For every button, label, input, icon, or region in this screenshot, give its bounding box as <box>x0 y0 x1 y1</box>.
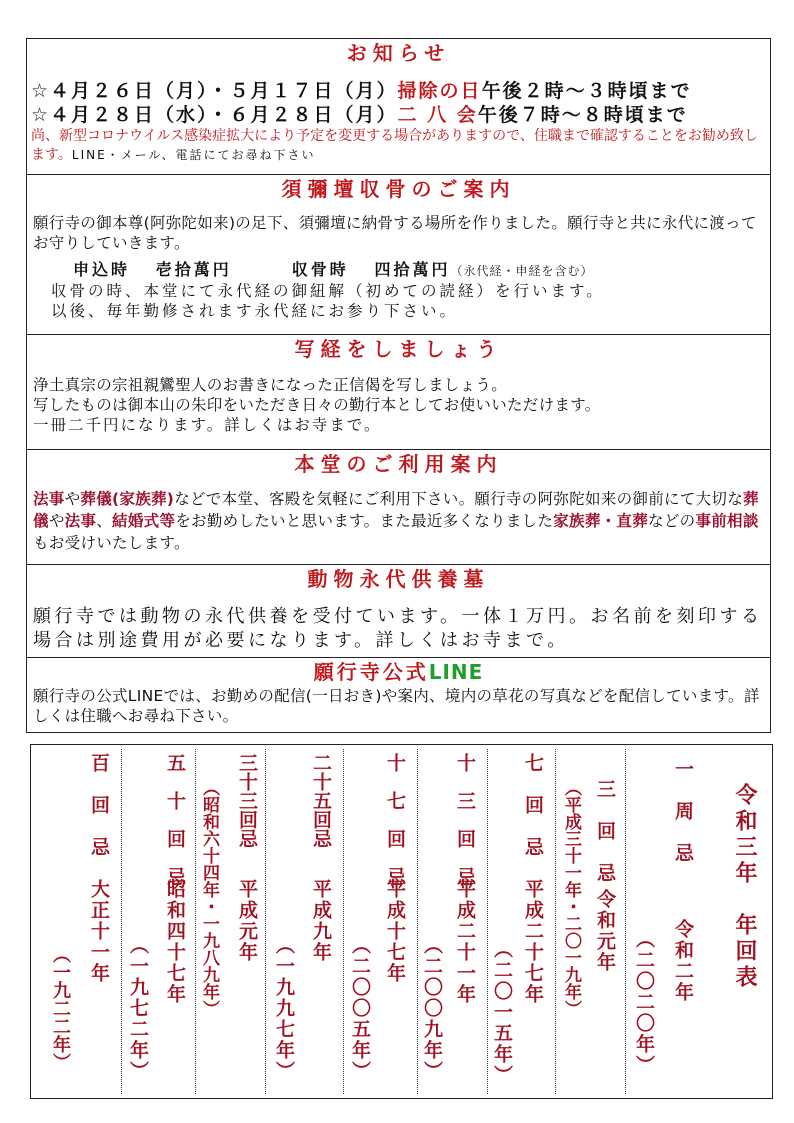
anniversary-name: 十 七 回 忌 <box>384 753 406 886</box>
notice-event-1: 掃除の日 <box>397 80 482 102</box>
anniversary-name: 一 周 忌 <box>672 759 694 864</box>
anniversary-column <box>195 749 266 1094</box>
anniversary-year: （昭和六十四年・一九八九年） <box>199 779 219 1017</box>
anniversary-year: （二〇〇五年） <box>349 935 371 1082</box>
anniversary-year: （平成三十一年・二〇一九年） <box>561 779 581 1017</box>
shakyo-line-2: 写したものは御本山の朱印をいただき日々の勤行本としてお使いいただけます。 <box>33 396 601 414</box>
notice-line-1: ☆４月２６日（月）・５月１７日（月）掃除の日午後２時～３時頃まで <box>31 80 692 102</box>
hondo-section <box>27 450 770 565</box>
shakyo-section <box>27 335 770 450</box>
shumidan-line-3: 以後、毎年勤修されます永代経にお参り下さい。 <box>51 302 459 320</box>
notice-event-2: 二 八 会 <box>397 104 478 126</box>
notice-title: お知らせ <box>346 41 451 65</box>
anniversary-name: 三 回 忌 <box>594 779 616 884</box>
shumidan-line-2: 収骨の時、本堂にて永代経の御紐解（初めての読経）を行います。 <box>51 282 605 300</box>
anniversary-column <box>487 749 556 1094</box>
hondo-text: 法事や葬儀(家族葬)などで本堂、客殿を気軽にご利用下さい。願行寺の阿弥陀如来の御前にて大切な葬儀や法事、結婚式等をお勤めしたいと思います。また最近多くなりました家族葬・直葬などの事前相談もお受けいたします。 <box>33 490 759 552</box>
anniversary-era: 平成二十七年 <box>522 879 544 1005</box>
anniversary-title: 令和三年 年回表 <box>732 783 757 991</box>
info-box <box>26 38 771 733</box>
line-logo-text: LINE <box>428 660 484 684</box>
pet-section <box>27 565 770 658</box>
anniversary-name: 三十三回忌 <box>236 753 258 848</box>
pet-text: 願行寺では動物の永代供養を受付ています。一体１万円。お名前を刻印する場合は別途費用が必要になります。詳しくはお寺まで。 <box>33 606 763 651</box>
anniversary-column <box>417 749 488 1094</box>
line-title: 願行寺公式LINE <box>313 660 484 684</box>
anniversary-year: （一九七二年） <box>127 935 149 1082</box>
anniversary-name: 十 三 回 忌 <box>454 753 476 886</box>
anniversary-era: 平成十七年 <box>384 879 406 984</box>
anniversary-era: 平成元年 <box>236 879 258 963</box>
shumidan-section <box>27 175 770 335</box>
shakyo-line-1: 浄土真宗の宗祖親鸞聖人のお書きになった正信偈を写しましょう。 <box>33 376 508 394</box>
shakyo-title: 写経をしましょう <box>294 337 503 361</box>
notice-note: 尚、新型コロナウイルス感染症拡大により予定を変更する場合がありますので、住職まで確認することをお勧め致します。LINE・メール、電話にてお尋ね下さい <box>31 128 758 163</box>
anniversary-name: 二十五回忌 <box>310 753 332 848</box>
anniversary-era: 大正十一年 <box>88 879 110 984</box>
anniversary-year: （一九二二年） <box>50 945 71 1071</box>
line-section <box>27 658 770 734</box>
anniversary-table <box>30 744 773 1099</box>
anniversary-column <box>555 749 626 1094</box>
anniversary-column <box>121 749 196 1094</box>
anniversary-year: （一九九七年） <box>273 935 295 1082</box>
hondo-title: 本堂のご利用案内 <box>294 452 503 476</box>
anniversary-era: 平成二十一年 <box>454 879 476 1005</box>
anniversary-year: （二〇二〇年） <box>633 929 655 1076</box>
anniversary-name: 七 回 忌 <box>522 753 544 858</box>
anniversary-era: 昭和四十七年 <box>164 879 186 1005</box>
shakyo-line-3: 一冊二千円になります。詳しくはお寺まで。 <box>33 416 382 434</box>
notice-section <box>27 39 770 175</box>
notice-line-2: ☆４月２８日（水）・６月２８日（月）二 八 会午後７時～８時頃まで <box>31 104 688 126</box>
anniversary-column <box>625 749 701 1094</box>
shumidan-text: 願行寺の御本尊(阿弥陀如来)の足下、須彌壇に納骨する場所を作りました。願行寺と共に永代に渡ってお守りしていきます。 <box>33 214 757 252</box>
anniversary-era: 平成九年 <box>310 879 332 963</box>
shumidan-title: 須彌壇収骨のご案内 <box>281 177 516 201</box>
line-text: 願行寺の公式LINEでは、お勤めの配信(一日おき)や案内、境内の草花の写真などを配信しています。詳しくは住職へお尋ね下さい。 <box>33 687 760 725</box>
anniversary-column <box>43 749 122 1094</box>
anniversary-era: 令和二年 <box>672 919 694 1003</box>
anniversary-name: 百 回 忌 <box>88 753 110 858</box>
pet-title: 動物永代供養墓 <box>307 567 490 591</box>
anniversary-column <box>343 749 418 1094</box>
anniversary-column <box>265 749 344 1094</box>
shumidan-fees: 申込時 壱拾萬円 収骨時 四拾萬円（永代経・申経を含む） <box>73 260 594 279</box>
anniversary-name: 五 十 回 忌 <box>164 753 186 886</box>
anniversary-year: （二〇一五年） <box>491 939 513 1086</box>
anniversary-era: 令和元年 <box>594 889 616 973</box>
anniversary-year: （二〇〇九年） <box>421 935 443 1082</box>
